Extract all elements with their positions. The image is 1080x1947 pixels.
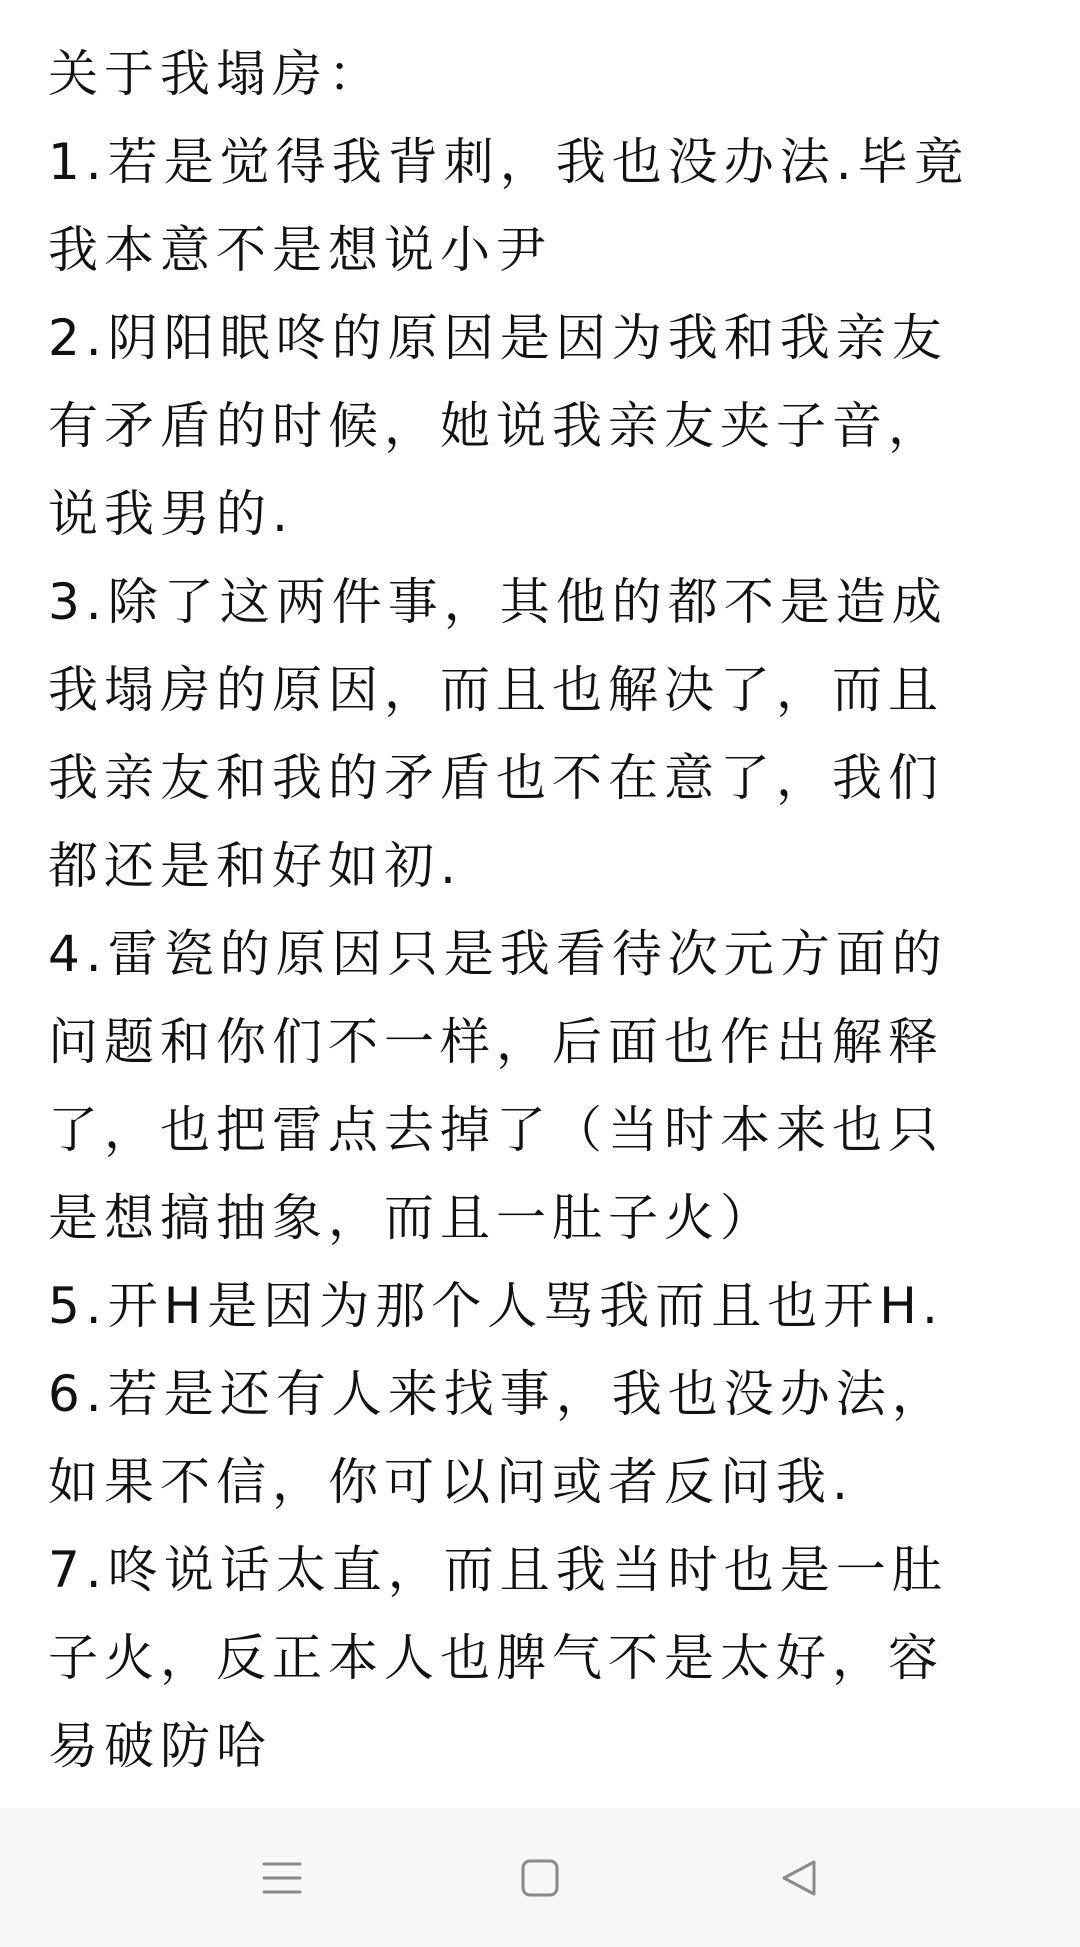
note-line: 问题和你们不一样，后面也作出解释 — [48, 1013, 944, 1071]
note-line: 我亲友和我的矛盾也不在意了，我们 — [48, 749, 944, 807]
note-text-body — [48, 30, 1008, 1790]
menu-icon — [260, 1858, 304, 1898]
note-line: 4.雷瓷的原因只是我看待次元方面的 — [48, 925, 948, 983]
note-line: 我本意不是想说小尹 — [48, 221, 552, 279]
note-line: 子火，反正本人也脾气不是太好，容 — [48, 1629, 944, 1687]
note-line: 易破防哈 — [48, 1717, 272, 1775]
system-navigation-bar — [0, 1808, 1080, 1947]
note-line: 6.若是还有人来找事，我也没办法， — [48, 1365, 948, 1423]
back-button[interactable] — [758, 1838, 838, 1918]
recent-apps-button[interactable] — [242, 1838, 322, 1918]
note-line: 1.若是觉得我背刺，我也没办法.毕竟 — [48, 133, 970, 191]
note-heading: 关于我塌房： — [48, 45, 384, 103]
note-line: 7.咚说话太直，而且我当时也是一肚 — [48, 1541, 948, 1599]
note-line: 5.开H是因为那个人骂我而且也开H. — [48, 1277, 944, 1335]
note-line: 如果不信，你可以问或者反问我. — [48, 1453, 854, 1511]
back-triangle-icon — [776, 1856, 820, 1900]
note-line: 说我男的. — [48, 485, 294, 543]
note-line: 了，也把雷点去掉了（当时本来也只 — [48, 1101, 944, 1159]
home-button[interactable] — [500, 1838, 580, 1918]
note-line: 是想搞抽象，而且一肚子火） — [48, 1189, 776, 1247]
note-line: 3.除了这两件事，其他的都不是造成 — [48, 573, 948, 631]
note-line: 我塌房的原因，而且也解决了，而且 — [48, 661, 944, 719]
note-line: 有矛盾的时候，她说我亲友夹子音， — [48, 397, 944, 455]
home-square-icon — [518, 1856, 562, 1900]
note-line: 2.阴阳眠咚的原因是因为我和我亲友 — [48, 309, 948, 367]
note-line: 都还是和好如初. — [48, 837, 462, 895]
